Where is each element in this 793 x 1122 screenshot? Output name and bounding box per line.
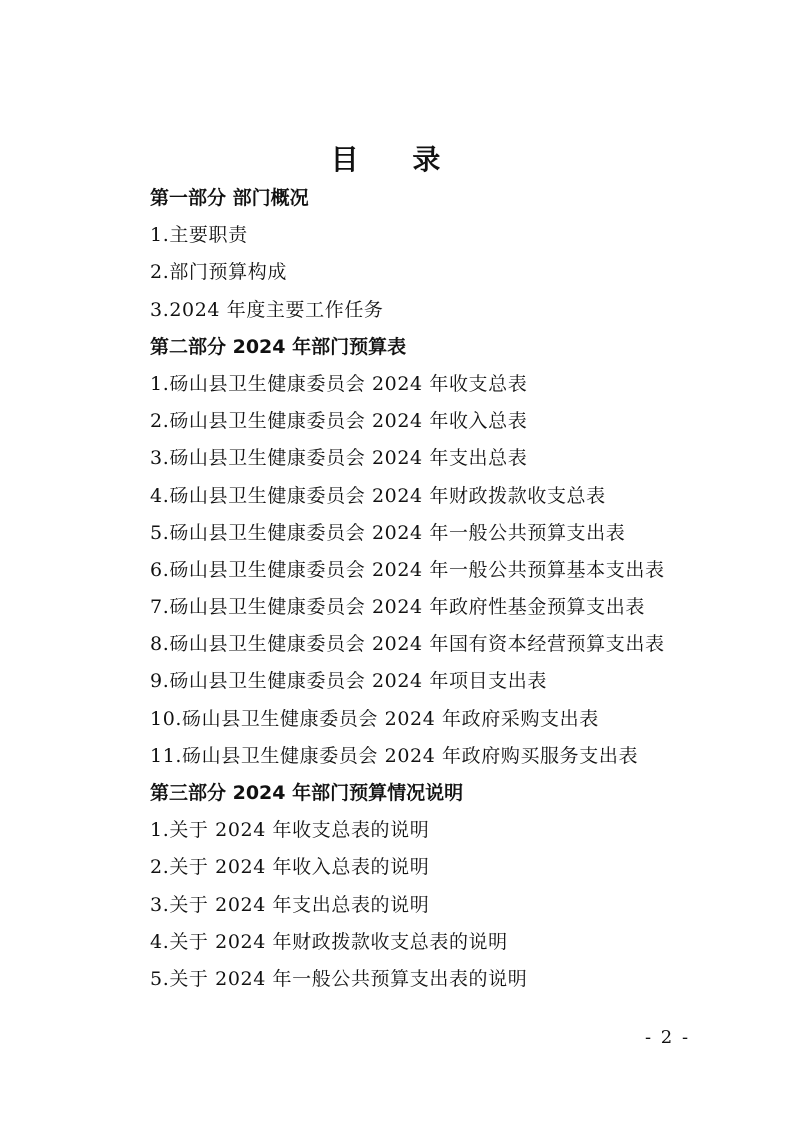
toc-item: 1.关于 2024 年收支总表的说明: [150, 819, 430, 842]
toc-item: 2.部门预算构成: [150, 261, 287, 284]
toc-item: 4.砀山县卫生健康委员会 2024 年财政拨款收支总表: [150, 484, 606, 507]
toc-item: 10.砀山县卫生健康委员会 2024 年政府采购支出表: [150, 707, 599, 730]
toc-heading-part-1: 第一部分 部门概况: [150, 187, 309, 209]
toc-item: 3.砀山县卫生健康委员会 2024 年支出总表: [150, 447, 528, 470]
toc-item: 2.关于 2024 年收入总表的说明: [150, 856, 430, 879]
toc-item: 1.主要职责: [150, 224, 248, 247]
toc-item: 6.砀山县卫生健康委员会 2024 年一般公共预算基本支出表: [150, 558, 665, 581]
toc-item: 8.砀山县卫生健康委员会 2024 年国有资本经营预算支出表: [150, 633, 665, 656]
page-title: 目 录: [330, 143, 463, 176]
table-of-contents: [150, 180, 750, 998]
toc-item: 9.砀山县卫生健康委员会 2024 年项目支出表: [150, 670, 547, 693]
toc-heading-part-3: 第三部分 2024 年部门预算情况说明: [150, 782, 464, 804]
toc-item: 2.砀山县卫生健康委员会 2024 年收入总表: [150, 410, 528, 433]
toc-item: 11.砀山县卫生健康委员会 2024 年政府购买服务支出表: [150, 744, 639, 767]
toc-item: 3.2024 年度主要工作任务: [150, 298, 384, 321]
toc-item: 3.关于 2024 年支出总表的说明: [150, 893, 430, 916]
toc-item: 1.砀山县卫生健康委员会 2024 年收支总表: [150, 372, 528, 395]
page-number: - 2 -: [645, 1027, 691, 1048]
toc-heading-part-2: 第二部分 2024 年部门预算表: [150, 335, 407, 358]
toc-item: 7.砀山县卫生健康委员会 2024 年政府性基金预算支出表: [150, 596, 645, 619]
toc-item: 4.关于 2024 年财政拨款收支总表的说明: [150, 930, 508, 953]
toc-item: 5.砀山县卫生健康委员会 2024 年一般公共预算支出表: [150, 521, 626, 544]
toc-item: 5.关于 2024 年一般公共预算支出表的说明: [150, 967, 528, 990]
